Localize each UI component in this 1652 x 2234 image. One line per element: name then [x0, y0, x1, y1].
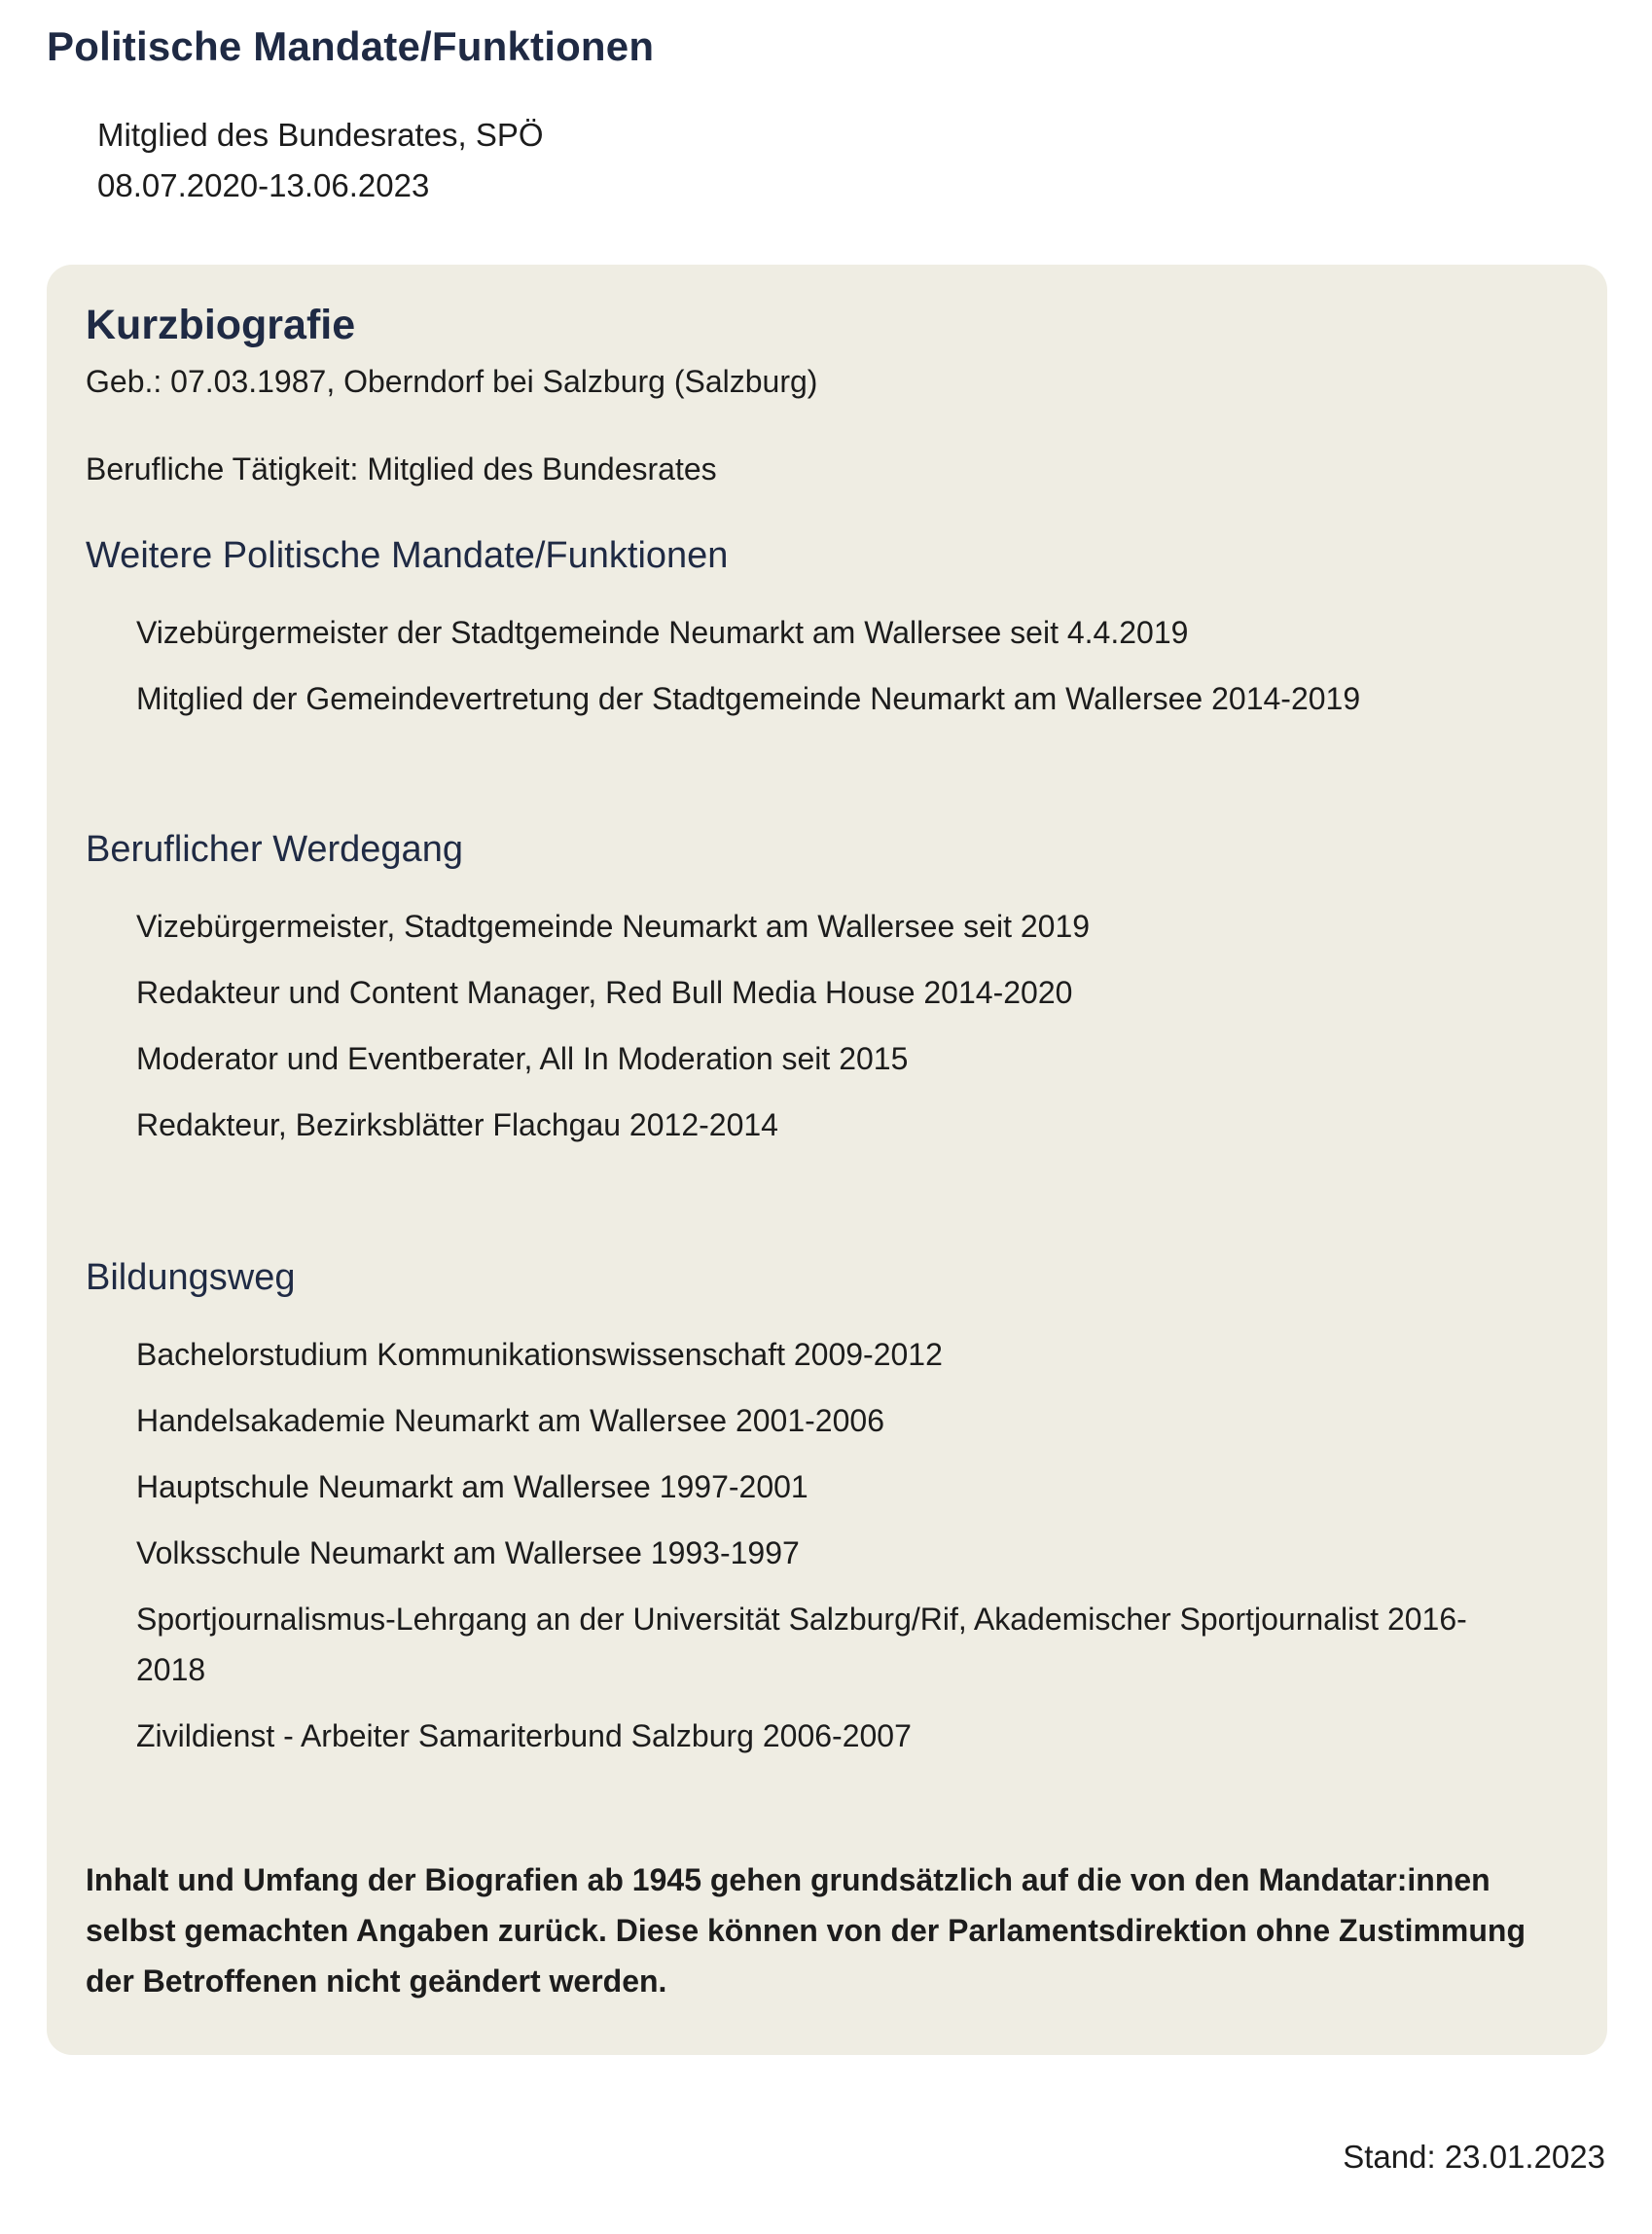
mandate-role: Mitglied des Bundesrates, SPÖ: [97, 117, 544, 153]
list-item: Zivildienst - Arbeiter Samariterbund Salzburg 2006-2007: [136, 1718, 912, 1753]
further-mandates-title: Weitere Politische Mandate/Funktionen: [86, 535, 729, 576]
education-title: Bildungsweg: [86, 1257, 296, 1298]
last-updated-date: Stand: 23.01.2023: [1343, 2139, 1605, 2175]
list-item: Hauptschule Neumarkt am Wallersee 1997-2001: [136, 1469, 808, 1504]
further-mandates-list: [86, 607, 1568, 724]
career-list: [86, 901, 1568, 1150]
career-title: Beruflicher Werdegang: [86, 829, 463, 870]
list-item: Vizebürgermeister der Stadtgemeinde Neumarkt am Wallersee seit 4.4.2019: [136, 615, 1189, 650]
list-item: Mitglied der Gemeindevertretung der Stadtgemeinde Neumarkt am Wallersee 2014-2019: [136, 681, 1361, 716]
birth-info: Geb.: 07.03.1987, Oberndorf bei Salzburg (Salzburg): [86, 364, 818, 399]
list-item: Vizebürgermeister, Stadtgemeinde Neumarkt am Wallersee seit 2019: [136, 909, 1091, 944]
occupation-info: Berufliche Tätigkeit: Mitglied des Bundesrates: [86, 451, 717, 486]
short-biography-title: Kurzbiografie: [86, 302, 356, 348]
list-item: Redakteur und Content Manager, Red Bull Media House 2014-2020: [136, 975, 1073, 1010]
list-item: Bachelorstudium Kommunikationswissenschaft 2009-2012: [136, 1337, 943, 1372]
list-item: Redakteur, Bezirksblätter Flachgau 2012-2014: [136, 1107, 778, 1142]
list-item: Handelsakademie Neumarkt am Wallersee 2001-2006: [136, 1403, 884, 1438]
list-item: Sportjournalismus-Lehrgang an der Universität Salzburg/Rif, Akademischer Sportjournalist 2016-2018: [136, 1602, 1467, 1687]
list-item: Moderator und Eventberater, All In Moderation seit 2015: [136, 1041, 909, 1076]
list-item: Volksschule Neumarkt am Wallersee 1993-1997: [136, 1535, 800, 1570]
disclaimer-text: Inhalt und Umfang der Biografien ab 1945 gehen grundsätzlich auf die von den Mandatar:innen selbst gemachten Angaben zurück. Diese können von der Parlamentsdirektion ohne Zustimmung der Betroffenen nicht geändert werden.: [86, 1862, 1526, 1999]
short-biography-card: [47, 265, 1607, 2055]
education-list: [86, 1329, 1568, 1761]
page-title: Politische Mandate/Funktionen: [47, 23, 655, 69]
mandate-block: [97, 110, 544, 211]
mandate-period: 08.07.2020-13.06.2023: [97, 167, 430, 203]
